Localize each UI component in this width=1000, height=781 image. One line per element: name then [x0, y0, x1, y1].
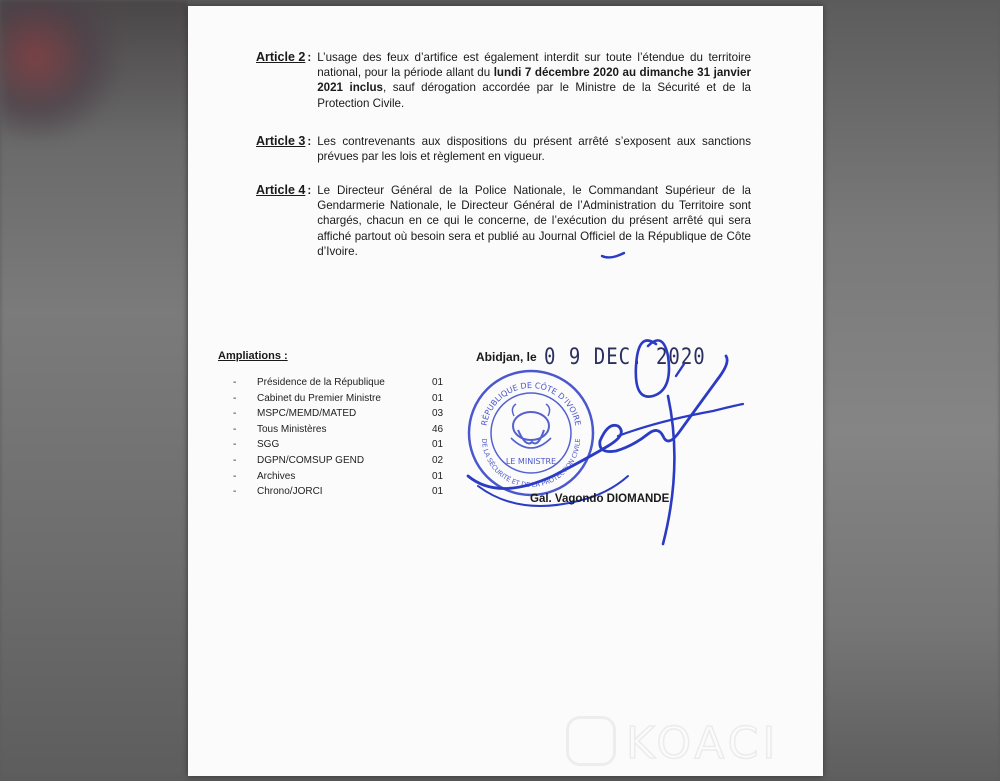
list-dash: -: [233, 454, 237, 466]
list-dash: -: [233, 408, 237, 420]
article-4: [256, 183, 751, 259]
ampliations-title: Ampliations :: [218, 350, 288, 362]
ampliation-count: 01: [432, 392, 444, 404]
article-text: [317, 134, 751, 164]
article-label: Article 4: [256, 183, 306, 197]
signatory-name: Gal. Vagondo DIOMANDE: [530, 493, 670, 505]
ampliation-recipient: MSPC/MEMD/MATED: [257, 408, 357, 420]
ampliation-row: [233, 424, 463, 440]
ampliation-count: 02: [432, 454, 444, 466]
koaci-watermark: [566, 712, 806, 772]
list-dash: -: [233, 423, 237, 435]
ampliation-count: 03: [432, 408, 444, 420]
ampliation-row: [233, 408, 463, 424]
ink-tick-mark: [600, 250, 626, 262]
ampliation-recipient: Tous Ministères: [257, 423, 327, 435]
list-dash: -: [233, 439, 237, 451]
article-colon: :: [307, 135, 312, 148]
background-right-blur: [822, 0, 1000, 781]
place-label: Abidjan, le: [476, 350, 537, 364]
article-3: [256, 134, 751, 164]
document-page: [188, 6, 823, 776]
article-label: Article 3: [256, 134, 306, 148]
article-colon: :: [307, 184, 312, 197]
ampliation-row: [233, 471, 463, 487]
ampliation-recipient: DGPN/COMSUP GEND: [257, 454, 365, 466]
list-dash: -: [233, 470, 237, 482]
article-segment: L’usage des feux d’artifice est également interdit sur toute l’étendue du territoire national, pour la période allant du: [317, 51, 751, 80]
seal-top-text: RÉPUBLIQUE DE CÔTE D’IVOIRE: [479, 380, 583, 427]
article-segment: Les contrevenants aux dispositions du présent arrêté s’exposent aux sanctions prévues par les lois et règlement en vigueur.: [317, 135, 751, 164]
article-2: [256, 50, 751, 111]
bold-date-text: lundi 7 décembre 2020 au dimanche 31 janvier 2021 inclus: [317, 66, 751, 95]
article-colon: :: [307, 51, 312, 64]
ampliations-list: [233, 377, 463, 502]
article-label: Article 2: [256, 50, 306, 64]
background-left-accent: [0, 0, 120, 140]
article-text: [317, 50, 751, 111]
date-stamp: 0 9 DEC. 2020: [544, 344, 706, 370]
article-segment: , sauf dérogation accordée par le Ministre de la Sécurité et de la Protection Civile.: [317, 81, 751, 110]
handwritten-signature: [458, 326, 748, 556]
ampliation-recipient: SGG: [257, 439, 280, 451]
ampliation-count: 01: [432, 377, 444, 388]
article-segment: Le Directeur Général de la Police Nationale, le Commandant Supérieur de la Gendarmerie Nationale, le Directeur Général de l’Administration du Territoire sont chargés, chacun en ce qui le concerne, de l’exécution du présent arrêté qui sera affiché partout où besoin sera et publié au Journal Officiel de la République de Côte d’Ivoire.: [317, 184, 751, 258]
seal-bottom-text: DE LA SÉCURITÉ ET DE LA PROTECTION CIVILE: [479, 438, 583, 490]
ampliation-row: [233, 486, 463, 502]
ampliation-count: 01: [432, 470, 444, 482]
list-dash: -: [233, 486, 237, 498]
list-dash: -: [233, 392, 237, 404]
ampliation-recipient: Présidence de la République: [257, 377, 385, 388]
ampliation-row: [233, 439, 463, 455]
koaci-logo-icon: [566, 716, 616, 766]
ampliation-row: [233, 377, 463, 393]
watermark-text: KOACI: [626, 718, 780, 769]
ampliation-row: [233, 455, 463, 471]
ampliation-recipient: Archives: [257, 470, 296, 482]
ampliation-count: 01: [432, 439, 444, 451]
seal-center-text: LE MINISTRE: [505, 457, 557, 466]
ampliation-recipient: Cabinet du Premier Ministre: [257, 392, 381, 404]
ampliation-count: 46: [432, 423, 444, 435]
article-text: [317, 183, 751, 259]
list-dash: -: [233, 377, 237, 388]
ampliation-recipient: Chrono/JORCI: [257, 486, 323, 498]
ampliation-row: [233, 393, 463, 409]
ampliation-count: 01: [432, 486, 444, 498]
